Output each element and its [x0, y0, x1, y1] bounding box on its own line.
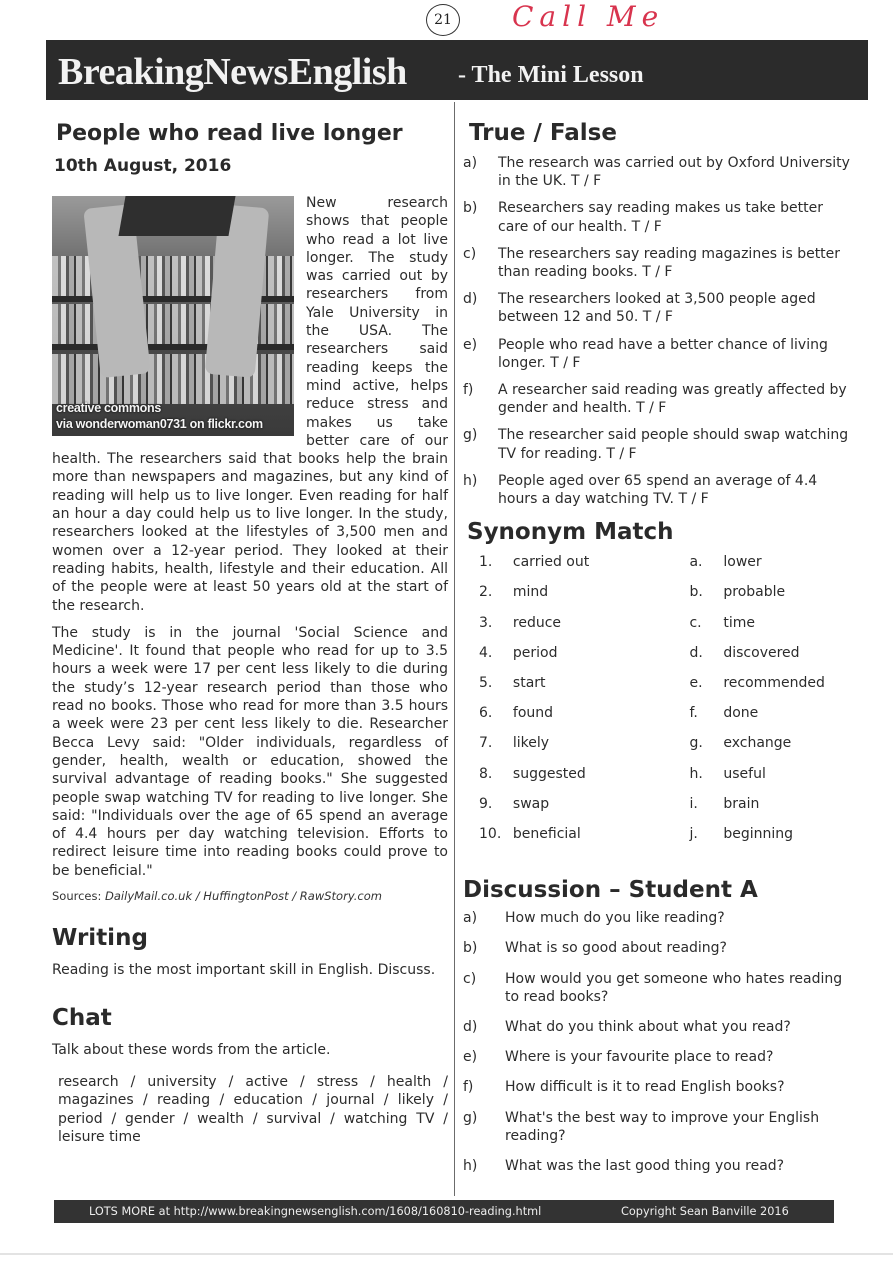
synonym-row — [479, 614, 863, 644]
row-number: 7. — [479, 735, 493, 752]
article-photo — [52, 196, 294, 436]
article-date: 10th August, 2016 — [54, 156, 232, 176]
discussion-item — [463, 939, 863, 957]
circled-page-number: 21 — [426, 4, 460, 36]
row-letter: d. — [689, 644, 703, 661]
item-text: The researchers say reading magazines is better than reading books. T / F — [498, 245, 841, 281]
discussion-item — [463, 1109, 863, 1145]
row-word: reduce — [512, 614, 562, 631]
item-text: The research was carried out by Oxford University in the UK. T / F — [498, 155, 850, 190]
item-letter: d) — [463, 1018, 478, 1035]
item-text: What was the last good thing you read? — [505, 1157, 785, 1174]
row-word: likely — [512, 735, 550, 752]
chat-word-list: research / university / active / stress / health / magazines / reading / education / journal / likely / period / gender / wealth / survival / watching TV / leisure time — [58, 1074, 448, 1145]
footer-copyright: Copyright Sean Banville 2016 — [621, 1205, 789, 1218]
handwritten-note: Call Me — [512, 0, 665, 33]
row-synonym: time — [723, 614, 755, 631]
right-column — [463, 118, 863, 1187]
true-false-item — [463, 199, 863, 235]
row-letter: e. — [689, 675, 703, 691]
synonym-match-heading: Synonym Match — [467, 519, 674, 546]
synonym-row — [479, 583, 863, 613]
banner-subtitle: - The Mini Lesson — [458, 62, 644, 88]
row-word: found — [512, 705, 554, 722]
true-false-item — [463, 290, 863, 326]
footer-link[interactable]: LOTS MORE at http://www.breakingnewsenglish.com/1608/160810-reading.html — [89, 1205, 542, 1218]
item-letter: g) — [463, 427, 478, 444]
article-paragraph-1 — [52, 194, 448, 615]
row-synonym: brain — [723, 795, 760, 812]
item-text: People who read have a better chance of living longer. T / F — [498, 336, 828, 371]
left-column — [52, 118, 448, 1146]
row-word: mind — [512, 584, 549, 601]
discussion-item — [463, 970, 863, 1006]
item-text: What's the best way to improve your English reading? — [505, 1109, 820, 1144]
discussion-heading: Discussion – Student A — [463, 877, 758, 904]
photo-bookshelf — [52, 354, 294, 404]
chat-heading: Chat — [52, 1005, 112, 1032]
row-letter: c. — [689, 614, 702, 631]
discussion-item — [463, 1048, 863, 1066]
item-letter: a) — [463, 910, 478, 927]
synonym-match-table — [479, 553, 863, 855]
item-letter: f) — [463, 382, 474, 399]
row-number: 6. — [479, 705, 493, 722]
sources-list: DailyMail.co.uk / HuffingtonPost / RawStory.com — [105, 888, 382, 903]
article-paragraph-2: The study is in the journal 'Social Science and Medicine'. It found that people who read for up to 3.5 hours a week were 17 per cent less likely to die during the study’s 12-year research period than those who read no books. Those who read for more than 3.5 hours a week were 23 per cent less likely to die. Researcher Becca Levy said: "Older individuals, regardless of gender, health, wealth or education, showed the survival advantage of reading books." She suggested people swap watching TV for reading to live longer. She said: "Individuals over the age of 65 spend an average of 4.4 hours per day watching television. Efforts to redirect leisure time into reading books could prove to be beneficial." — [52, 624, 448, 879]
row-word: suggested — [512, 765, 586, 782]
row-number: 3. — [479, 614, 493, 631]
site-logo-title: BreakingNewsEnglish — [58, 51, 407, 93]
photo-shelf — [52, 344, 294, 350]
row-number: 10. — [479, 825, 502, 842]
row-synonym: beginning — [723, 825, 794, 842]
column-divider — [454, 102, 455, 1196]
sources-label: Sources: — [52, 888, 102, 903]
row-letter: a. — [689, 554, 703, 571]
row-number: 1. — [479, 554, 493, 571]
row-number: 8. — [479, 765, 493, 782]
photo-credit-line: creative commons — [56, 401, 161, 415]
true-false-item — [463, 154, 863, 190]
writing-prompt: Reading is the most important skill in English. Discuss. — [52, 961, 436, 978]
discussion-item — [463, 909, 863, 927]
item-text: The researchers looked at 3,500 people aged between 12 and 50. T / F — [498, 291, 816, 326]
discussion-item — [463, 1018, 863, 1036]
synonym-row — [479, 795, 863, 825]
row-number: 9. — [479, 795, 493, 812]
discussion-item — [463, 1157, 863, 1175]
row-synonym: lower — [723, 554, 762, 571]
row-letter: h. — [689, 765, 703, 782]
item-text: What do you think about what you read? — [505, 1018, 791, 1035]
row-letter: g. — [689, 735, 703, 752]
row-synonym: useful — [723, 765, 766, 782]
item-letter: h) — [463, 472, 478, 489]
row-letter: b. — [689, 584, 703, 601]
photo-credit — [56, 400, 263, 432]
writing-heading: Writing — [52, 924, 148, 951]
page-edge — [0, 1253, 893, 1255]
true-false-item — [463, 336, 863, 372]
true-false-item — [463, 381, 863, 417]
item-text: The researcher said people should swap watching TV for reading. T / F — [498, 427, 849, 462]
footer-bar — [54, 1200, 834, 1223]
discussion-list — [463, 909, 863, 1175]
row-synonym: recommended — [723, 675, 825, 691]
synonym-row — [479, 553, 863, 583]
item-text: Researchers say reading makes us take better care of our health. T / F — [498, 200, 823, 235]
row-synonym: done — [723, 705, 759, 722]
row-synonym: probable — [723, 584, 786, 601]
item-letter: c) — [463, 245, 477, 262]
true-false-list — [463, 154, 863, 508]
item-letter: c) — [463, 970, 477, 987]
true-false-item — [463, 426, 863, 462]
item-letter: b) — [463, 940, 478, 957]
true-false-item — [463, 245, 863, 281]
item-letter: e) — [463, 336, 478, 353]
row-word: period — [512, 644, 558, 661]
row-number: 4. — [479, 644, 493, 661]
paragraph-text: New research shows that people who read a lot live longer. The study was carried out by researchers from Yale University in the USA. The researchers said reading keeps the mind active, helps reduce stress and makes us take better care of our health. The researchers said that books help the brain more than newspapers and magazines, but any kind of reading will help us to live longer. Even reading for half an hour a day could help us to live longer. In the study, researchers looked at the lifestyles of 3,500 men and women over a 12-year period. They looked at their reading habits, health, lifestyle and their education. All of the people were at least 50 years old at the start of the research. — [52, 195, 448, 614]
sources-line — [52, 889, 448, 903]
item-letter: a) — [463, 155, 478, 171]
synonym-row — [479, 644, 863, 674]
item-letter: e) — [463, 1049, 478, 1066]
article-title: People who read live longer — [56, 121, 403, 146]
row-word: carried out — [512, 554, 590, 571]
synonym-row — [479, 734, 863, 764]
chat-intro: Talk about these words from the article. — [52, 1042, 331, 1059]
photo-book — [118, 196, 235, 236]
row-synonym: exchange — [723, 735, 792, 752]
synonym-row — [479, 765, 863, 795]
row-word: start — [512, 675, 546, 691]
synonym-row — [479, 674, 863, 704]
item-text: How much do you like reading? — [505, 910, 725, 927]
item-letter: f) — [463, 1079, 474, 1096]
discussion-item — [463, 1078, 863, 1096]
true-false-heading: True / False — [469, 120, 617, 146]
item-letter: h) — [463, 1157, 478, 1174]
row-number: 2. — [479, 584, 493, 601]
row-word: swap — [512, 795, 550, 812]
synonym-row — [479, 825, 863, 855]
synonym-row — [479, 704, 863, 734]
item-letter: b) — [463, 200, 478, 217]
item-text: How would you get someone who hates reading to read books? — [505, 970, 843, 1005]
row-letter: j. — [689, 825, 698, 842]
row-letter: i. — [689, 795, 698, 812]
item-text: A researcher said reading was greatly affected by gender and health. T / F — [498, 382, 847, 417]
photo-credit-line: via wonderwoman0731 on flickr.com — [56, 417, 263, 431]
item-text: How difficult is it to read English books? — [505, 1079, 785, 1096]
header-banner — [46, 40, 868, 100]
item-text: What is so good about reading? — [505, 940, 727, 957]
item-letter: g) — [463, 1109, 478, 1126]
item-text: Where is your favourite place to read? — [505, 1049, 774, 1066]
item-text: People aged over 65 spend an average of 4.4 hours a day watching TV. T / F — [498, 472, 818, 508]
row-number: 5. — [479, 675, 493, 691]
row-synonym: discovered — [723, 644, 800, 661]
row-letter: f. — [689, 705, 698, 722]
true-false-item — [463, 472, 863, 508]
row-word: beneficial — [512, 825, 581, 842]
item-letter: d) — [463, 291, 478, 308]
